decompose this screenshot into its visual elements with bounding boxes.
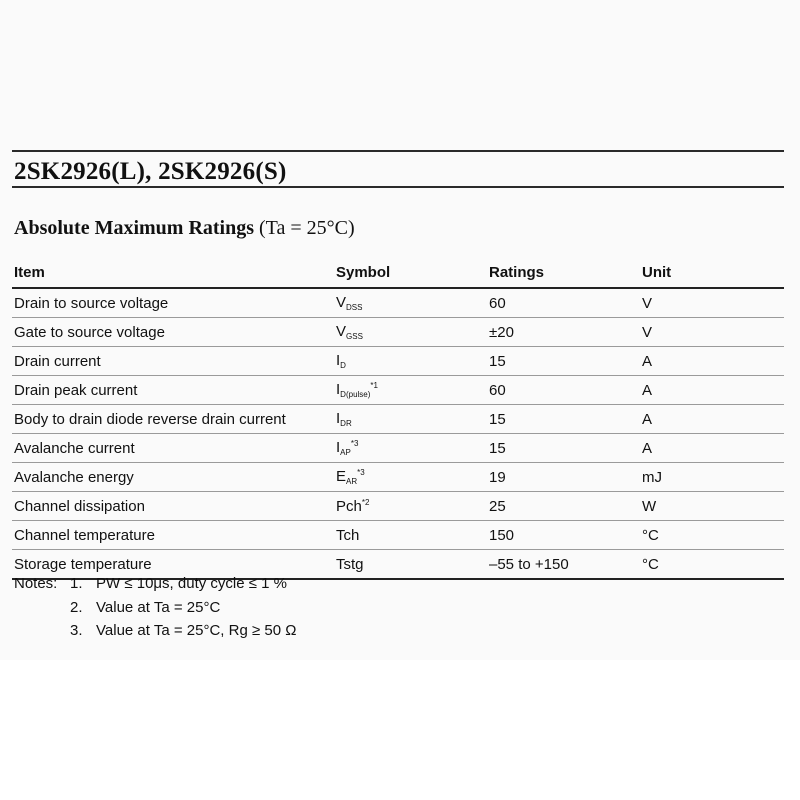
cell-item: Drain to source voltage	[12, 288, 334, 318]
page-title: 2SK2926(L), 2SK2926(S)	[14, 158, 287, 185]
symbol-main: I	[336, 410, 341, 427]
note-number: 3.	[70, 622, 83, 639]
cell-symbol	[334, 463, 487, 492]
cell-unit: A	[640, 405, 784, 434]
symbol-subscript: D(pulse)	[340, 390, 371, 399]
cell-rating: 19	[487, 463, 640, 492]
cell-rating: 150	[487, 521, 640, 550]
note-2	[14, 599, 296, 623]
notes-label: Notes:	[14, 575, 58, 592]
cell-unit: mJ	[640, 463, 784, 492]
cell-rating: 60	[487, 376, 640, 405]
symbol-main: I	[336, 352, 341, 369]
cell-symbol	[334, 347, 487, 376]
cell-unit: V	[640, 288, 784, 318]
table-row	[12, 347, 784, 376]
cell-symbol	[334, 405, 487, 434]
notes	[14, 575, 296, 646]
cell-item: Gate to source voltage	[12, 318, 334, 347]
cell-unit: °C	[640, 521, 784, 550]
table-row	[12, 376, 784, 405]
cell-unit: A	[640, 376, 784, 405]
symbol-subscript: DSS	[346, 303, 363, 312]
cell-rating: 25	[487, 492, 640, 521]
note-text: Value at Ta = 25°C, Rg ≥ 50 Ω	[96, 622, 297, 639]
symbol-main: Pch	[336, 497, 362, 515]
table-row	[12, 521, 784, 550]
cell-item: Drain current	[12, 347, 334, 376]
top-rule	[12, 150, 784, 152]
symbol-note-ref: *3	[350, 439, 359, 448]
symbol-main: Tstg	[336, 555, 364, 573]
table-row	[12, 463, 784, 492]
ratings-table	[12, 258, 784, 580]
table-row	[12, 434, 784, 463]
cell-symbol	[334, 521, 487, 550]
cell-rating: 60	[487, 288, 640, 318]
note-text: PW ≤ 10μs, duty cycle ≤ 1 %	[96, 575, 288, 592]
cell-symbol	[334, 550, 487, 580]
section-heading	[14, 217, 355, 240]
note-3	[14, 622, 296, 646]
symbol-subscript: AR	[346, 477, 358, 486]
symbol-note-ref: *3	[357, 468, 365, 477]
cell-unit: °C	[640, 550, 784, 580]
cell-item: Channel temperature	[12, 521, 334, 550]
cell-unit: A	[640, 434, 784, 463]
section-heading-condition: (Ta = 25°C)	[259, 217, 355, 239]
cell-rating: 15	[487, 347, 640, 376]
note-number: 1.	[70, 575, 83, 592]
cell-item: Avalanche current	[12, 434, 334, 463]
section-heading-title: Absolute Maximum Ratings	[14, 217, 255, 239]
cell-item: Avalanche energy	[12, 463, 334, 492]
symbol-main: I	[336, 381, 341, 398]
cell-item: Body to drain diode reverse drain current	[12, 405, 334, 434]
cell-item: Drain peak current	[12, 376, 334, 405]
symbol-main: V	[336, 323, 347, 340]
header-unit: Unit	[640, 258, 784, 288]
cell-item: Storage temperature	[12, 550, 334, 580]
symbol-subscript: D	[340, 361, 346, 370]
title-rule	[12, 186, 784, 188]
cell-symbol	[334, 288, 487, 318]
cell-symbol	[334, 318, 487, 347]
cell-rating: 15	[487, 405, 640, 434]
symbol-note-ref: *1	[370, 381, 378, 390]
symbol-main: E	[336, 468, 347, 485]
cell-symbol	[334, 376, 487, 405]
note-1	[14, 575, 296, 599]
symbol-main: Tch	[336, 526, 360, 544]
cell-unit: W	[640, 492, 784, 521]
symbol-main: V	[336, 294, 347, 311]
cell-symbol	[334, 434, 487, 463]
table-header-row	[12, 258, 784, 288]
note-text: Value at Ta = 25°C	[96, 598, 221, 616]
table-row	[12, 288, 784, 318]
table-row	[12, 405, 784, 434]
table-row	[12, 318, 784, 347]
cell-unit: A	[640, 347, 784, 376]
cell-rating: ±20	[487, 318, 640, 347]
header-item: Item	[12, 258, 334, 288]
cell-rating: 15	[487, 434, 640, 463]
symbol-note-ref: *2	[361, 497, 370, 507]
table-row	[12, 492, 784, 521]
symbol-subscript: GSS	[346, 332, 363, 341]
symbol-subscript: DR	[340, 419, 352, 428]
header-ratings: Ratings	[487, 258, 640, 288]
cell-symbol	[334, 492, 487, 521]
symbol-subscript: AP	[340, 448, 351, 457]
cell-rating: –55 to +150	[487, 550, 640, 580]
cell-unit: V	[640, 318, 784, 347]
note-number: 2.	[70, 598, 83, 616]
header-symbol: Symbol	[334, 258, 487, 288]
symbol-main: I	[336, 439, 341, 456]
cell-item: Channel dissipation	[12, 492, 334, 521]
